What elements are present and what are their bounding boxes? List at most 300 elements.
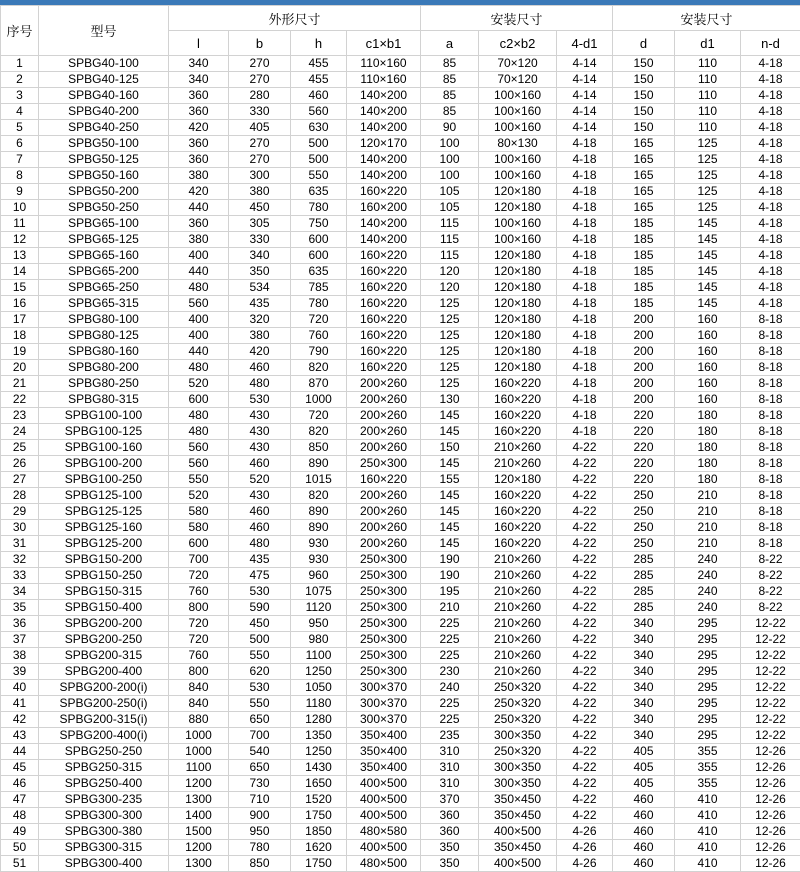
cell-model: SPBG250-400 xyxy=(39,776,169,792)
cell-value: 4-22 xyxy=(557,440,613,456)
cell-value: 890 xyxy=(291,456,347,472)
cell-value: 180 xyxy=(675,440,741,456)
cell-value: 70×120 xyxy=(479,72,557,88)
cell-value: 430 xyxy=(229,424,291,440)
cell-value: 1300 xyxy=(169,856,229,872)
cell-value: 200×260 xyxy=(347,392,421,408)
cell-value: 1500 xyxy=(169,824,229,840)
cell-value: 430 xyxy=(229,440,291,456)
cell-value: 440 xyxy=(169,200,229,216)
cell-value: 150 xyxy=(613,56,675,72)
cell-value: 380 xyxy=(169,232,229,248)
cell-model: SPBG200-250(i) xyxy=(39,696,169,712)
cell-value: 410 xyxy=(675,808,741,824)
cell-value: 185 xyxy=(613,280,675,296)
cell-value: 145 xyxy=(421,408,479,424)
table-row xyxy=(1,648,800,664)
cell-value: 4-18 xyxy=(557,232,613,248)
cell-value: 1350 xyxy=(291,728,347,744)
cell-value: 295 xyxy=(675,712,741,728)
cell-value: 360 xyxy=(169,88,229,104)
cell-value: 200×260 xyxy=(347,440,421,456)
cell-value: 310 xyxy=(421,760,479,776)
cell-value: 250×320 xyxy=(479,680,557,696)
cell-value: 250 xyxy=(613,536,675,552)
table-row xyxy=(1,664,800,680)
table-row xyxy=(1,472,800,488)
cell-value: 460 xyxy=(229,360,291,376)
cell-value: 295 xyxy=(675,728,741,744)
cell-model: SPBG65-315 xyxy=(39,296,169,312)
cell-value: 400×500 xyxy=(479,824,557,840)
cell-value: 225 xyxy=(421,712,479,728)
cell-value: 500 xyxy=(291,152,347,168)
cell-value: 4-18 xyxy=(741,88,800,104)
cell-value: 165 xyxy=(613,168,675,184)
cell-serial: 8 xyxy=(1,168,39,184)
cell-value: 600 xyxy=(291,232,347,248)
cell-model: SPBG50-100 xyxy=(39,136,169,152)
cell-value: 480 xyxy=(169,280,229,296)
cell-value: 350×450 xyxy=(479,840,557,856)
cell-value: 370 xyxy=(421,792,479,808)
cell-model: SPBG300-380 xyxy=(39,824,169,840)
cell-value: 120×180 xyxy=(479,360,557,376)
cell-value: 520 xyxy=(229,472,291,488)
cell-value: 4-22 xyxy=(557,536,613,552)
cell-value: 190 xyxy=(421,552,479,568)
cell-value: 160×220 xyxy=(479,504,557,520)
cell-value: 4-14 xyxy=(557,88,613,104)
cell-value: 450 xyxy=(229,616,291,632)
table-row xyxy=(1,312,800,328)
cell-value: 160 xyxy=(675,312,741,328)
cell-value: 1280 xyxy=(291,712,347,728)
cell-value: 620 xyxy=(229,664,291,680)
cell-value: 4-18 xyxy=(557,312,613,328)
cell-value: 145 xyxy=(421,536,479,552)
cell-value: 160×220 xyxy=(479,392,557,408)
cell-model: SPBG50-125 xyxy=(39,152,169,168)
cell-value: 200×260 xyxy=(347,536,421,552)
cell-model: SPBG100-160 xyxy=(39,440,169,456)
cell-value: 125 xyxy=(421,312,479,328)
cell-model: SPBG200-400(i) xyxy=(39,728,169,744)
cell-value: 540 xyxy=(229,744,291,760)
cell-model: SPBG65-200 xyxy=(39,264,169,280)
cell-value: 12-22 xyxy=(741,632,800,648)
cell-value: 4-18 xyxy=(557,248,613,264)
cell-value: 820 xyxy=(291,488,347,504)
cell-value: 480 xyxy=(169,408,229,424)
cell-value: 210×260 xyxy=(479,632,557,648)
cell-value: 410 xyxy=(675,792,741,808)
cell-value: 300×370 xyxy=(347,696,421,712)
cell-value: 4-22 xyxy=(557,504,613,520)
cell-model: SPBG125-160 xyxy=(39,520,169,536)
cell-model: SPBG125-100 xyxy=(39,488,169,504)
cell-model: SPBG40-200 xyxy=(39,104,169,120)
table-row xyxy=(1,520,800,536)
cell-value: 360 xyxy=(169,104,229,120)
cell-value: 460 xyxy=(613,808,675,824)
cell-value: 200 xyxy=(613,360,675,376)
table-row xyxy=(1,280,800,296)
cell-serial: 33 xyxy=(1,568,39,584)
cell-value: 4-18 xyxy=(741,264,800,280)
cell-value: 295 xyxy=(675,616,741,632)
cell-value: 250×300 xyxy=(347,584,421,600)
cell-value: 12-22 xyxy=(741,712,800,728)
cell-value: 400×500 xyxy=(347,808,421,824)
cell-model: SPBG80-250 xyxy=(39,376,169,392)
cell-value: 4-22 xyxy=(557,776,613,792)
cell-value: 410 xyxy=(675,840,741,856)
cell-value: 285 xyxy=(613,600,675,616)
cell-value: 85 xyxy=(421,56,479,72)
cell-value: 460 xyxy=(613,840,675,856)
table-row xyxy=(1,104,800,120)
cell-value: 165 xyxy=(613,200,675,216)
cell-value: 350 xyxy=(421,856,479,872)
cell-value: 100 xyxy=(421,168,479,184)
cell-value: 4-22 xyxy=(557,648,613,664)
cell-value: 145 xyxy=(421,504,479,520)
cell-value: 295 xyxy=(675,664,741,680)
cell-value: 12-26 xyxy=(741,744,800,760)
col-header-serial: 序号 xyxy=(1,6,39,56)
cell-value: 250 xyxy=(613,488,675,504)
cell-value: 410 xyxy=(675,856,741,872)
cell-value: 840 xyxy=(169,696,229,712)
table-row xyxy=(1,360,800,376)
cell-value: 355 xyxy=(675,776,741,792)
cell-value: 110 xyxy=(675,120,741,136)
cell-value: 780 xyxy=(291,200,347,216)
cell-value: 4-18 xyxy=(741,216,800,232)
cell-value: 250×320 xyxy=(479,696,557,712)
cell-value: 400 xyxy=(169,248,229,264)
cell-value: 140×200 xyxy=(347,152,421,168)
cell-value: 520 xyxy=(169,488,229,504)
cell-serial: 22 xyxy=(1,392,39,408)
cell-value: 110×160 xyxy=(347,72,421,88)
cell-value: 100 xyxy=(421,152,479,168)
col-header-d1: d1 xyxy=(675,31,741,56)
cell-value: 190 xyxy=(421,568,479,584)
cell-value: 225 xyxy=(421,648,479,664)
cell-value: 4-22 xyxy=(557,584,613,600)
cell-model: SPBG200-200 xyxy=(39,616,169,632)
cell-value: 235 xyxy=(421,728,479,744)
cell-model: SPBG65-250 xyxy=(39,280,169,296)
table-row xyxy=(1,296,800,312)
cell-value: 405 xyxy=(613,776,675,792)
cell-value: 1000 xyxy=(169,728,229,744)
cell-value: 200×260 xyxy=(347,488,421,504)
cell-value: 1250 xyxy=(291,744,347,760)
table-row xyxy=(1,776,800,792)
cell-value: 4-18 xyxy=(557,328,613,344)
cell-value: 120×180 xyxy=(479,328,557,344)
cell-value: 155 xyxy=(421,472,479,488)
cell-value: 110 xyxy=(675,72,741,88)
cell-value: 180 xyxy=(675,424,741,440)
cell-model: SPBG300-400 xyxy=(39,856,169,872)
cell-value: 350×400 xyxy=(347,760,421,776)
cell-value: 200×260 xyxy=(347,504,421,520)
cell-value: 160×220 xyxy=(347,264,421,280)
table-row xyxy=(1,536,800,552)
cell-value: 4-22 xyxy=(557,760,613,776)
cell-value: 105 xyxy=(421,184,479,200)
table-row xyxy=(1,424,800,440)
cell-value: 85 xyxy=(421,104,479,120)
cell-value: 200 xyxy=(613,312,675,328)
cell-value: 250×300 xyxy=(347,568,421,584)
cell-value: 250×320 xyxy=(479,712,557,728)
cell-value: 480×580 xyxy=(347,824,421,840)
table-row xyxy=(1,408,800,424)
cell-value: 160×220 xyxy=(347,328,421,344)
cell-value: 4-18 xyxy=(741,248,800,264)
cell-value: 4-18 xyxy=(557,424,613,440)
cell-value: 300×350 xyxy=(479,728,557,744)
cell-serial: 6 xyxy=(1,136,39,152)
table-row xyxy=(1,216,800,232)
cell-value: 880 xyxy=(169,712,229,728)
cell-value: 160×220 xyxy=(479,408,557,424)
cell-value: 240 xyxy=(675,600,741,616)
cell-value: 100×160 xyxy=(479,232,557,248)
cell-value: 4-18 xyxy=(557,280,613,296)
cell-value: 440 xyxy=(169,344,229,360)
cell-value: 310 xyxy=(421,776,479,792)
cell-value: 210 xyxy=(675,504,741,520)
cell-value: 120×180 xyxy=(479,344,557,360)
cell-value: 8-18 xyxy=(741,472,800,488)
cell-value: 480 xyxy=(169,360,229,376)
cell-value: 160×220 xyxy=(479,520,557,536)
cell-value: 12-26 xyxy=(741,776,800,792)
cell-value: 460 xyxy=(291,88,347,104)
cell-value: 480 xyxy=(229,376,291,392)
cell-value: 400 xyxy=(169,328,229,344)
cell-value: 960 xyxy=(291,568,347,584)
cell-serial: 48 xyxy=(1,808,39,824)
cell-value: 8-18 xyxy=(741,520,800,536)
cell-value: 820 xyxy=(291,424,347,440)
cell-value: 4-18 xyxy=(557,392,613,408)
cell-value: 4-18 xyxy=(557,200,613,216)
cell-value: 760 xyxy=(291,328,347,344)
cell-value: 600 xyxy=(291,248,347,264)
cell-serial: 29 xyxy=(1,504,39,520)
table-row xyxy=(1,232,800,248)
table-row xyxy=(1,344,800,360)
cell-value: 145 xyxy=(675,264,741,280)
cell-value: 1750 xyxy=(291,808,347,824)
cell-value: 1300 xyxy=(169,792,229,808)
table-row xyxy=(1,552,800,568)
cell-value: 400 xyxy=(169,312,229,328)
cell-value: 4-22 xyxy=(557,632,613,648)
cell-value: 590 xyxy=(229,600,291,616)
cell-value: 120×180 xyxy=(479,312,557,328)
cell-value: 305 xyxy=(229,216,291,232)
cell-value: 220 xyxy=(613,472,675,488)
cell-value: 185 xyxy=(613,216,675,232)
col-header-c1-b1: c1×b1 xyxy=(347,31,421,56)
table-row xyxy=(1,328,800,344)
cell-value: 930 xyxy=(291,552,347,568)
table-row xyxy=(1,488,800,504)
cell-value: 110 xyxy=(675,56,741,72)
cell-value: 460 xyxy=(229,504,291,520)
cell-value: 4-18 xyxy=(741,200,800,216)
cell-value: 145 xyxy=(675,280,741,296)
cell-value: 780 xyxy=(229,840,291,856)
cell-serial: 45 xyxy=(1,760,39,776)
cell-value: 410 xyxy=(675,824,741,840)
spec-table xyxy=(0,5,800,872)
col-header-b: b xyxy=(229,31,291,56)
cell-value: 4-18 xyxy=(557,136,613,152)
cell-serial: 23 xyxy=(1,408,39,424)
cell-value: 125 xyxy=(421,344,479,360)
cell-value: 4-22 xyxy=(557,568,613,584)
cell-value: 350×400 xyxy=(347,728,421,744)
cell-value: 580 xyxy=(169,504,229,520)
cell-model: SPBG80-125 xyxy=(39,328,169,344)
cell-serial: 38 xyxy=(1,648,39,664)
cell-value: 145 xyxy=(421,456,479,472)
cell-value: 210 xyxy=(675,520,741,536)
cell-value: 900 xyxy=(229,808,291,824)
cell-value: 4-18 xyxy=(741,136,800,152)
cell-serial: 20 xyxy=(1,360,39,376)
cell-value: 300 xyxy=(229,168,291,184)
cell-value: 195 xyxy=(421,584,479,600)
cell-value: 12-22 xyxy=(741,616,800,632)
cell-value: 4-22 xyxy=(557,552,613,568)
group-header-outline-dimensions: 外形尺寸 xyxy=(169,6,421,31)
table-row xyxy=(1,456,800,472)
cell-model: SPBG200-315(i) xyxy=(39,712,169,728)
cell-value: 200×260 xyxy=(347,424,421,440)
cell-value: 480 xyxy=(169,424,229,440)
cell-value: 125 xyxy=(421,376,479,392)
cell-value: 360 xyxy=(169,136,229,152)
table-row xyxy=(1,88,800,104)
cell-serial: 12 xyxy=(1,232,39,248)
cell-serial: 24 xyxy=(1,424,39,440)
cell-value: 780 xyxy=(291,296,347,312)
cell-value: 4-18 xyxy=(557,184,613,200)
cell-value: 115 xyxy=(421,216,479,232)
cell-value: 225 xyxy=(421,696,479,712)
cell-value: 12-26 xyxy=(741,808,800,824)
cell-value: 4-18 xyxy=(557,216,613,232)
cell-value: 180 xyxy=(675,472,741,488)
cell-value: 8-18 xyxy=(741,392,800,408)
cell-value: 630 xyxy=(291,120,347,136)
cell-serial: 13 xyxy=(1,248,39,264)
cell-value: 160×220 xyxy=(347,280,421,296)
col-header-c2-b2: c2×b2 xyxy=(479,31,557,56)
cell-value: 100×160 xyxy=(479,120,557,136)
cell-serial: 27 xyxy=(1,472,39,488)
cell-value: 145 xyxy=(421,424,479,440)
cell-model: SPBG300-315 xyxy=(39,840,169,856)
cell-value: 140×200 xyxy=(347,104,421,120)
cell-value: 200 xyxy=(613,376,675,392)
cell-value: 140×200 xyxy=(347,216,421,232)
table-row xyxy=(1,760,800,776)
col-header-l: l xyxy=(169,31,229,56)
cell-value: 700 xyxy=(169,552,229,568)
cell-value: 550 xyxy=(291,168,347,184)
cell-value: 1750 xyxy=(291,856,347,872)
cell-serial: 11 xyxy=(1,216,39,232)
cell-value: 1000 xyxy=(291,392,347,408)
cell-value: 720 xyxy=(291,312,347,328)
cell-value: 1250 xyxy=(291,664,347,680)
cell-model: SPBG65-160 xyxy=(39,248,169,264)
cell-value: 240 xyxy=(675,584,741,600)
cell-value: 200×260 xyxy=(347,376,421,392)
cell-value: 1100 xyxy=(169,760,229,776)
cell-value: 1400 xyxy=(169,808,229,824)
cell-model: SPBG40-160 xyxy=(39,88,169,104)
cell-value: 4-22 xyxy=(557,728,613,744)
cell-value: 440 xyxy=(169,264,229,280)
cell-value: 230 xyxy=(421,664,479,680)
cell-value: 455 xyxy=(291,72,347,88)
cell-value: 8-18 xyxy=(741,408,800,424)
cell-value: 145 xyxy=(675,248,741,264)
cell-value: 250 xyxy=(613,504,675,520)
cell-value: 120×170 xyxy=(347,136,421,152)
group-header-mounting-dimensions-1: 安装尺寸 xyxy=(421,6,613,31)
cell-serial: 21 xyxy=(1,376,39,392)
cell-value: 150 xyxy=(613,88,675,104)
cell-value: 4-22 xyxy=(557,472,613,488)
cell-value: 430 xyxy=(229,488,291,504)
cell-value: 220 xyxy=(613,424,675,440)
table-row xyxy=(1,808,800,824)
cell-model: SPBG65-125 xyxy=(39,232,169,248)
cell-value: 4-18 xyxy=(557,376,613,392)
cell-value: 4-18 xyxy=(741,232,800,248)
cell-value: 295 xyxy=(675,680,741,696)
cell-value: 120×180 xyxy=(479,296,557,312)
table-row xyxy=(1,696,800,712)
cell-value: 120 xyxy=(421,280,479,296)
cell-value: 460 xyxy=(613,856,675,872)
cell-value: 120×180 xyxy=(479,264,557,280)
cell-value: 760 xyxy=(169,648,229,664)
cell-value: 4-22 xyxy=(557,792,613,808)
cell-value: 12-26 xyxy=(741,856,800,872)
cell-value: 980 xyxy=(291,632,347,648)
cell-value: 950 xyxy=(229,824,291,840)
cell-value: 520 xyxy=(169,376,229,392)
cell-serial: 1 xyxy=(1,56,39,72)
cell-value: 145 xyxy=(675,232,741,248)
cell-value: 850 xyxy=(229,856,291,872)
cell-model: SPBG200-200(i) xyxy=(39,680,169,696)
